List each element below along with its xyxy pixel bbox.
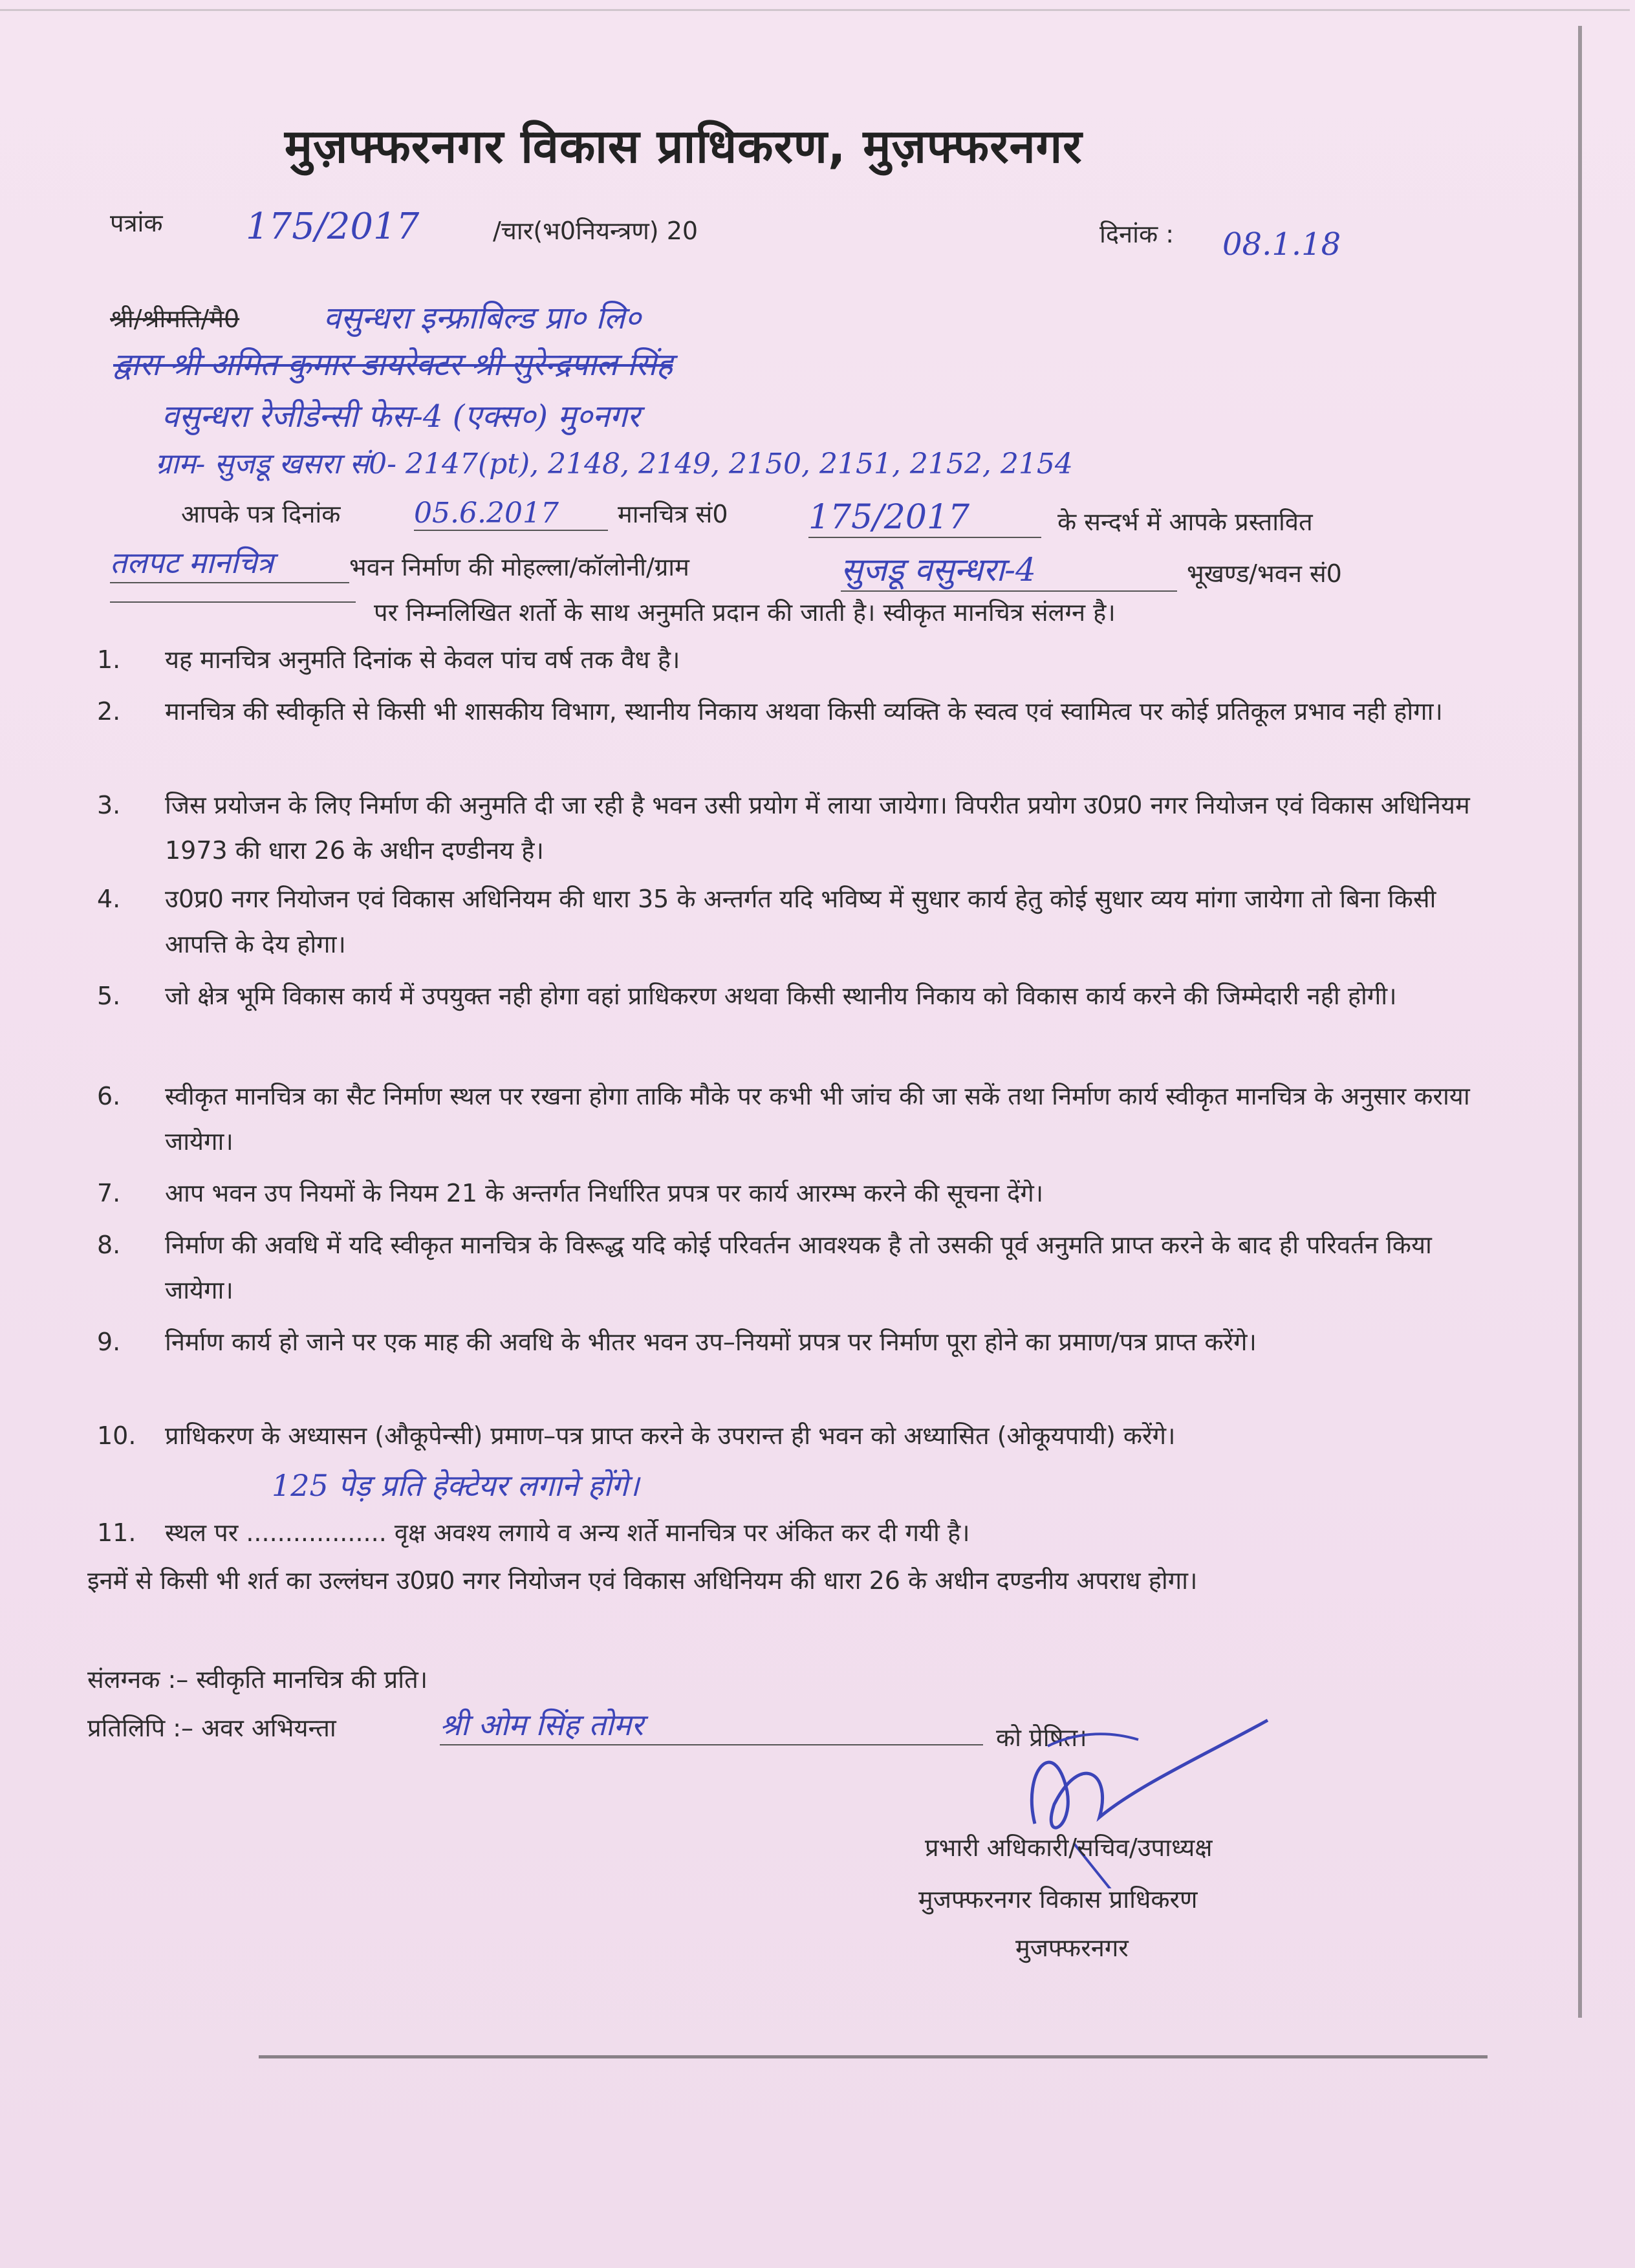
scan-edge-right [1578,26,1582,2018]
scan-edge-bottom [259,2055,1488,2058]
violation-clause: इनमें से किसी भी शर्त का उल्लंघन उ0प्र0 नगर नियोजन एवं विकास अधिनियम की धारा 26 के अधीन दण्डनीय अपराध होगा। [87,1566,1198,1595]
date-handwritten: 08.1.18 [1222,226,1341,263]
condition-text: उ0प्र0 नगर नियोजन एवं विकास अधिनियम की धारा 35 के अन्तर्गत यदि भविष्य में सुधार कार्य हेतु कोई सुधार व्यय मांगा जायेगा तो बिना किसी आपत्ति के देय होगा। [165,885,1436,958]
condition-number: 5. [97,982,121,1010]
plot-number-blank [110,601,356,603]
copy-label: प्रतिलिपि :– अवर अभियन्ता [87,1714,336,1742]
address-line-3: वसुन्धरा रेजीडेन्सी फेस-4 (एक्स०) मु०नगर [162,398,640,435]
condition-text: आप भवन उप नियमों के नियम 21 के अन्तर्गत निर्धारित प्रपत्र पर कार्य आरम्भ करने की सूचना देंगे। [165,1179,1044,1207]
condition-number: 4. [97,885,121,913]
address-line-2: द्वारा श्री अमित कुमार डायरेक्टर श्री सुरेन्द्रपाल सिंह [113,347,673,383]
enclosure-line: संलग्नक :– स्वीकृति मानचित्र की प्रति। [87,1665,428,1694]
address-line-4: ग्राम- सुजडू खसरा सं0- 2147(pt), 2148, 2149, 2150, 2151, 2152, 2154 [155,448,1073,481]
condition-number: 6. [97,1082,121,1110]
map-number-handwritten: 175/2017 [808,498,1041,538]
condition-text: स्थल पर .................. वृक्ष अवश्य लगाये व अन्य शर्ते मानचित्र पर अंकित कर दी गयी है। [165,1518,970,1547]
condition-number: 8. [97,1231,121,1259]
condition-text: जिस प्रयोजन के लिए निर्माण की अनुमति दी जा रही है भवन उसी प्रयोग में लाया जायेगा। विपरीत प्रयोग उ0प्र0 नगर नियोजन एवं विकास अधिनियम 1973 की धारा 26 के अधीन दण्डीनय है। [165,791,1470,865]
condition-text: प्राधिकरण के अध्यासन (औकूपेन्सी) प्रमाण–पत्र प्राप्त करने के उपरान्त ही भवन को अध्यासित (ओकूयपायी) करेंगे। [165,1421,1176,1450]
condition-text: निर्माण कार्य हो जाने पर एक माह की अवधि के भीतर भवन उप–नियमों प्रपत्र पर निर्माण पूरा होने का प्रमाण/पत्र प्राप्त करेंगे। [165,1328,1257,1356]
scan-edge-top [0,9,1630,11]
condition-text: निर्माण की अवधि में यदि स्वीकृत मानचित्र के विरूद्ध यदि कोई परिवर्तन आवश्यक है तो उसकी पूर्व अनुमति प्राप्त करने के बाद ही परिवर्तन किया जायेगा। [165,1231,1432,1304]
condition-number: 10. [97,1421,136,1450]
condition-number: 11. [97,1518,136,1547]
ref-text-5: भूखण्ड/भवन सं0 [1187,559,1342,588]
patrank-suffix: /चार(भ0नियन्त्रण) 20 [493,217,698,245]
condition-text: मानचित्र की स्वीकृति से किसी भी शासकीय विभाग, स्थानीय निकाय अथवा किसी व्यक्ति के स्वत्व एवं स्वामित्व पर कोई प्रतिकूल प्रभाव नही होगा। [165,697,1443,726]
map-type-handwritten: तलपट मानचित्र [110,542,349,583]
condition-number: 3. [97,791,121,819]
letter-date-handwritten: 05.6.2017 [414,497,608,531]
condition-number: 9. [97,1328,121,1356]
condition-number: 7. [97,1179,121,1207]
copy-suffix: को प्रेषित। [996,1723,1087,1752]
condition-text: जो क्षेत्र भूमि विकास कार्य में उपयुक्त नही होगा वहां प्राधिकरण अथवा किसी स्थानीय निकाय को विकास कार्य करने की जिम्मेदारी नही होगी। [165,982,1397,1010]
ref-text-4: भवन निर्माण की मोहल्ला/कॉलोनी/ग्राम [349,553,689,581]
patrank-label: पत्रांक [110,209,163,237]
ref-text-1: आपके पत्र दिनांक [181,500,341,528]
date-label: दिनांक : [1099,220,1175,248]
condition-text: यह मानचित्र अनुमति दिनांक से केवल पांच वर्ष तक वैध है। [165,645,680,674]
ref-text-3: के सन्दर्भ में आपके प्रस्तावित [1057,508,1313,536]
ref-text-6: पर निम्नलिखित शर्तो के साथ अनुमति प्रदान की जाती है। स्वीकृत मानचित्र संलग्न है। [374,598,1116,627]
condition-number: 2. [97,697,121,726]
village-handwritten: सुजडू वसुन्धरा-4 [841,546,1177,592]
copy-recipient-handwritten: श्री ओम सिंह तोमर [440,1704,983,1745]
letterhead-title: मुज़फ्फरनगर विकास प्राधिकरण, मुज़फ्फरनगर [285,119,1083,173]
condition-number: 1. [97,645,121,674]
condition-10-handwritten-note: 125 पेड़ प्रति हेक्टेयर लगाने होंगे। [272,1468,640,1503]
patrank-handwritten: 175/2017 [246,206,420,248]
ref-text-2: मानचित्र सं0 [618,500,728,528]
address-label: श्री/श्रीमति/मै0 [110,305,240,333]
signatory-city: मुजफ्फरनगर [1015,1934,1129,1962]
signatory-designation: प्रभारी अधिकारी/सचिव/उपाध्यक्ष [925,1833,1213,1862]
address-line-1: वसुन्धरा इन्फ्राबिल्ड प्रा० लि० [323,300,642,336]
signatory-authority: मुजफ्फरनगर विकास प्राधिकरण [918,1885,1198,1914]
condition-text: स्वीकृत मानचित्र का सैट निर्माण स्थल पर रखना होगा ताकि मौके पर कभी भी जांच की जा सकें तथा निर्माण कार्य स्वीकृत मानचित्र के अनुसार कराया जायेगा। [165,1082,1470,1156]
